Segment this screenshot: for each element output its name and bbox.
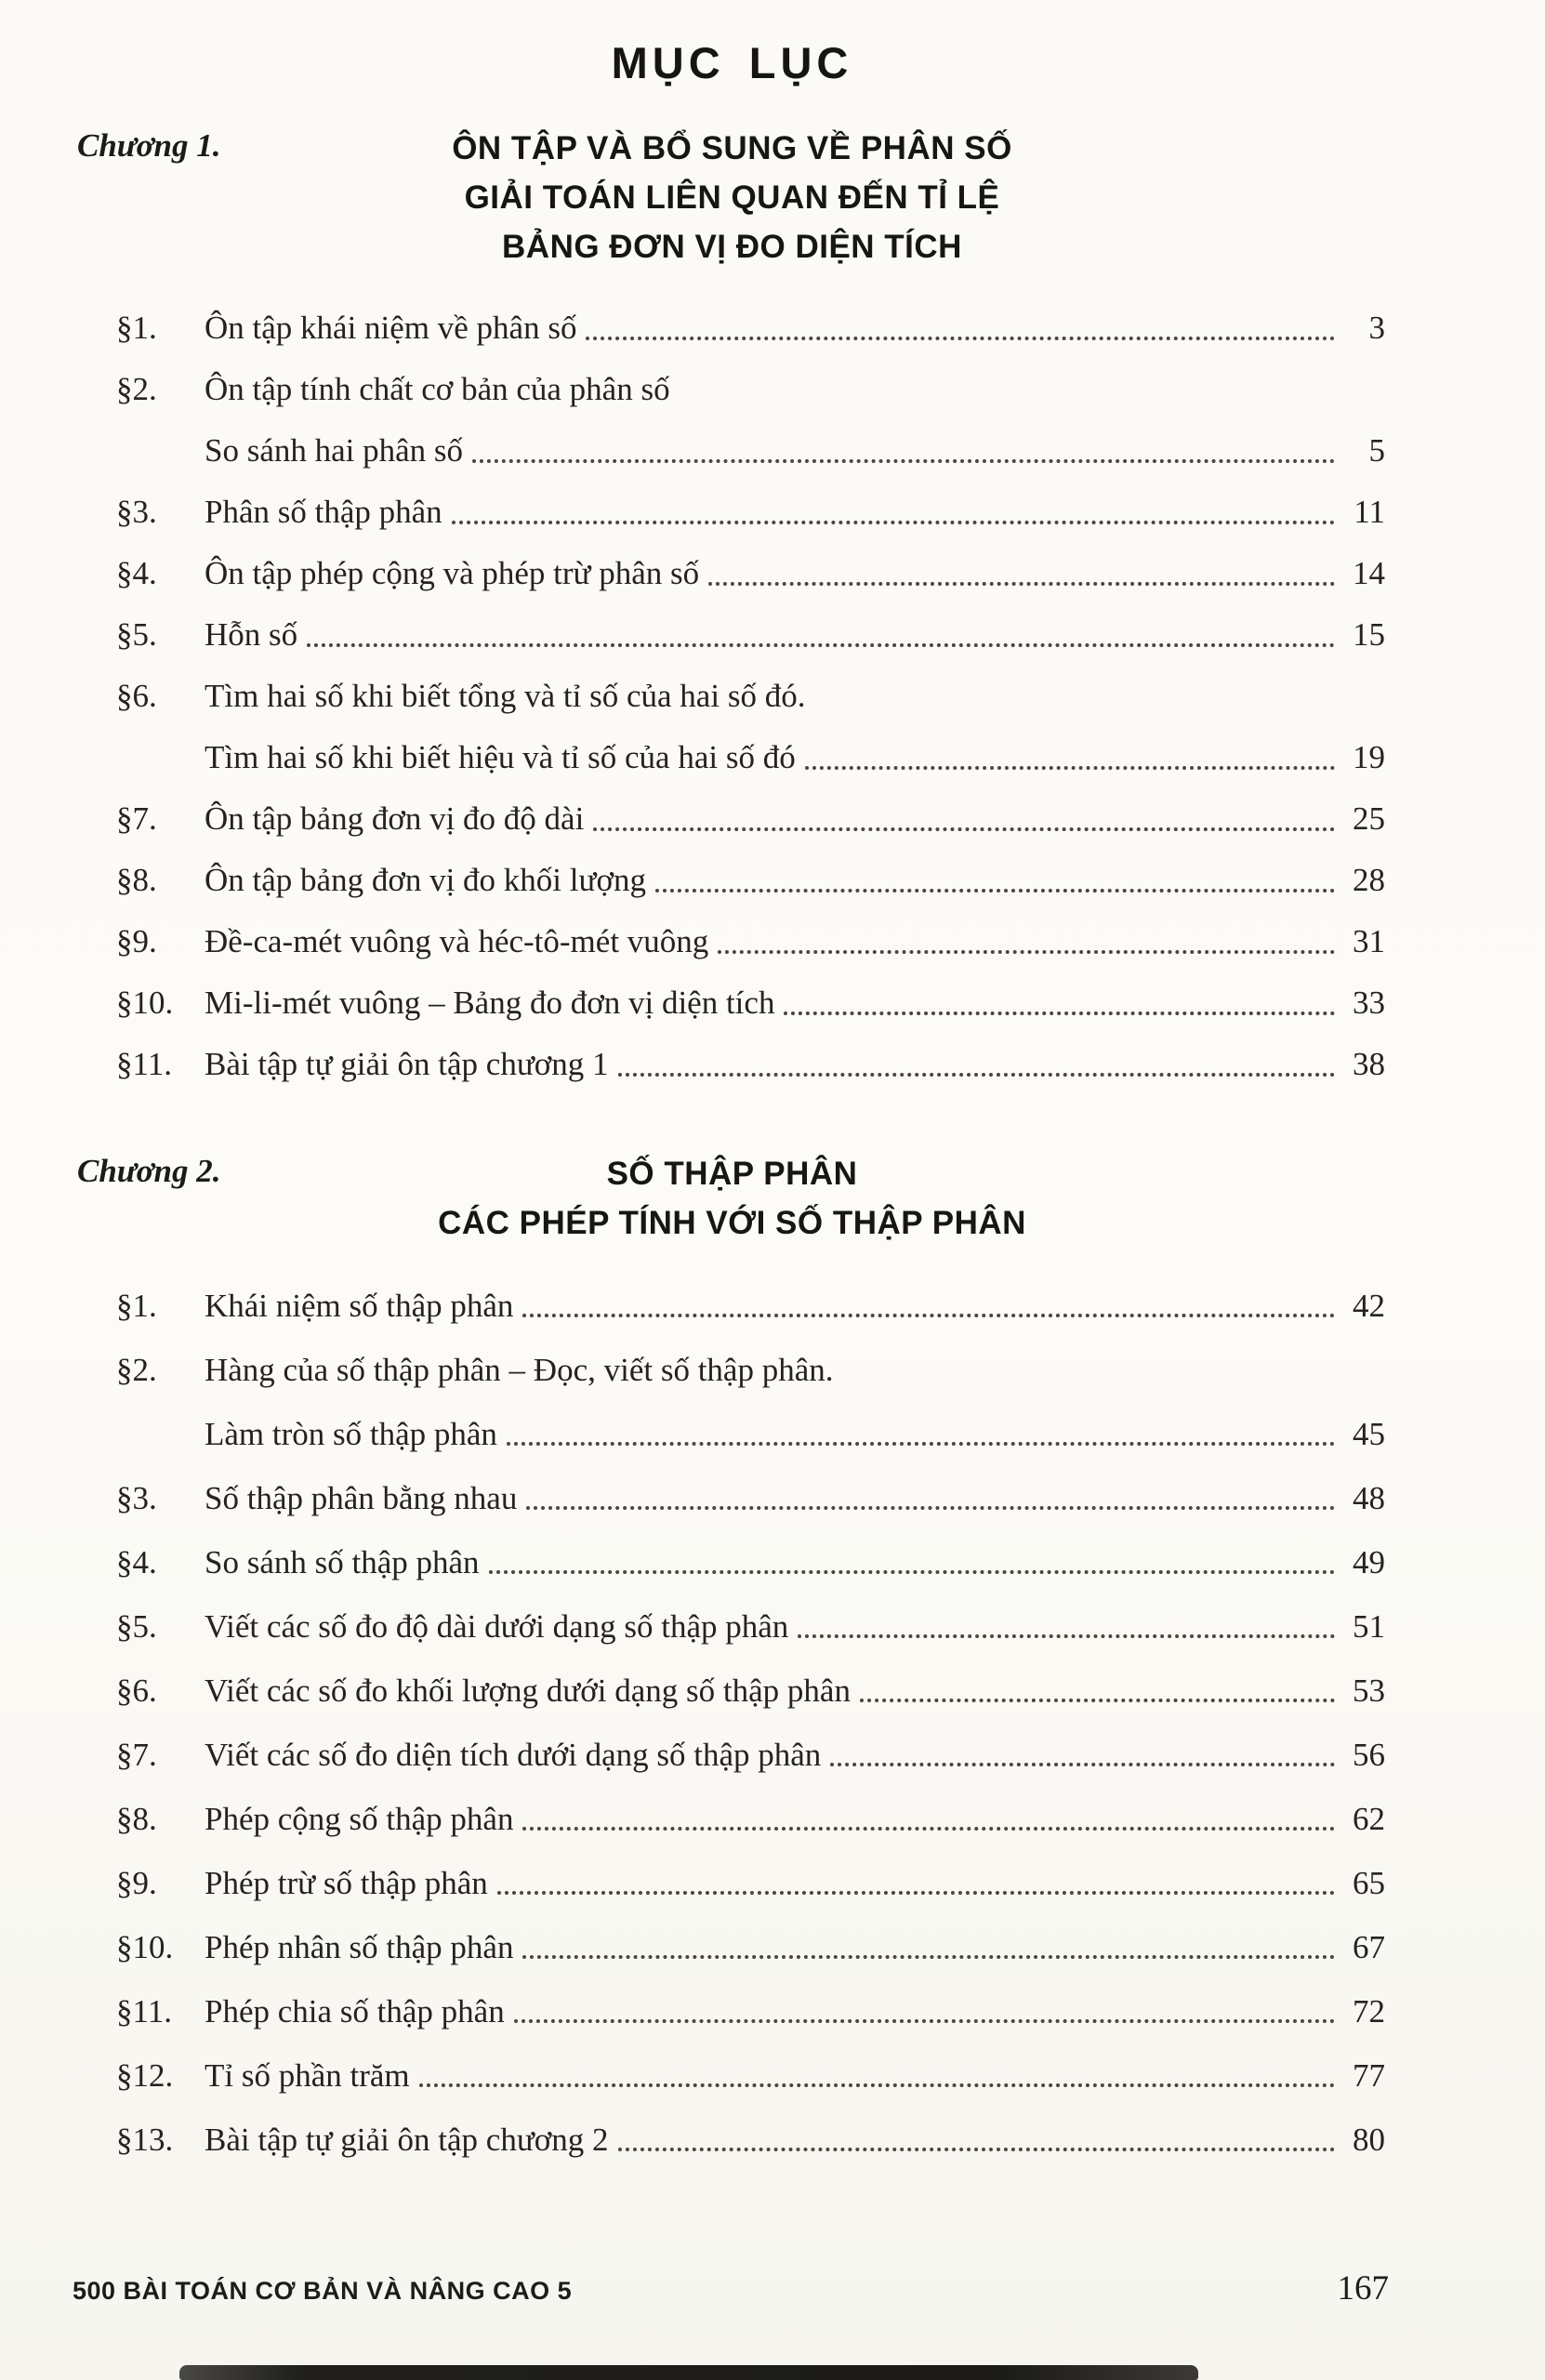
toc-entry-number: §5.	[116, 1608, 157, 1645]
toc-entry-text: Bài tập tự giải ôn tập chương 1	[205, 1046, 609, 1082]
chapter-entries	[79, 1274, 1385, 2172]
toc-entry-line	[116, 298, 1385, 359]
toc-entry-text: Mi-li-mét vuông – Bảng đo đơn vị diện tích	[205, 985, 775, 1021]
toc-entry-text: Khái niệm số thập phân	[205, 1288, 514, 1324]
dotted-leader	[593, 827, 1335, 831]
footer-page-number: 167	[1337, 2269, 1389, 2307]
toc-entry-line	[116, 666, 1385, 727]
toc-entry-number: §6.	[116, 1673, 157, 1709]
toc-entry-text: So sánh hai phân số	[205, 432, 464, 469]
chapter-section	[79, 1149, 1385, 2172]
toc-entry-number: §4.	[116, 555, 157, 591]
toc-entry-line	[116, 1530, 1385, 1594]
toc-entry-number: §1.	[116, 310, 157, 346]
toc-entry-number: §11.	[116, 1993, 172, 2030]
chapter-entries	[79, 298, 1385, 1095]
toc-entry-text: Phép chia số thập phân	[205, 1993, 505, 2030]
toc-entry-text: So sánh số thập phân	[205, 1544, 480, 1580]
chapter-title-line: CÁC PHÉP TÍNH VỚI SỐ THẬP PHÂN	[438, 1205, 1026, 1241]
toc-entry-number: §2.	[116, 371, 157, 407]
toc-entry-text: Đề-ca-mét vuông và héc-tô-mét vuông	[205, 923, 709, 959]
toc-entry-line	[116, 1466, 1385, 1530]
toc-entry-text: Viết các số đo diện tích dưới dạng số thập phân	[205, 1737, 822, 1773]
toc-entry-line	[116, 911, 1385, 972]
toc-entry-page: 38	[1353, 1046, 1385, 1082]
dotted-leader	[522, 1314, 1335, 1317]
toc-entry-line	[116, 1787, 1385, 1851]
dotted-leader	[586, 337, 1335, 340]
toc-entry-number: §10.	[116, 1929, 174, 1965]
toc-entry-page: 15	[1353, 616, 1385, 653]
chapter-title	[79, 1149, 1385, 1248]
dotted-leader	[784, 1012, 1335, 1015]
toc-entry-line	[116, 1915, 1385, 1979]
toc-entry-page: 28	[1353, 862, 1385, 898]
dotted-leader	[830, 1763, 1335, 1766]
chapter-section	[79, 124, 1385, 1095]
toc-entry-page: 31	[1353, 923, 1385, 959]
toc-entry-line	[116, 972, 1385, 1034]
chapter-head	[79, 124, 1385, 271]
chapter-title-line: BẢNG ĐƠN VỊ ĐO DIỆN TÍCH	[502, 229, 962, 265]
chapter-title-line: SỐ THẬP PHÂN	[606, 1156, 858, 1192]
dotted-leader	[307, 643, 1335, 647]
page-title: MỤC LỤC	[611, 38, 853, 87]
dotted-leader	[472, 459, 1335, 463]
dotted-leader	[708, 582, 1335, 586]
toc-entry-number: §5.	[116, 616, 157, 653]
toc-entry-number: §8.	[116, 862, 157, 898]
chapter-head	[79, 1149, 1385, 1248]
toc-entry-number: §11.	[116, 1046, 172, 1082]
toc-entry-line	[116, 543, 1385, 604]
chapter-label: Chương 1.	[77, 127, 221, 164]
toc-entry-text: Ôn tập bảng đơn vị đo độ dài	[205, 800, 585, 837]
toc-entry-page: 49	[1353, 1544, 1385, 1580]
toc-entry-line	[116, 788, 1385, 850]
toc-entry-page: 14	[1353, 555, 1385, 591]
toc-entry-page: 3	[1368, 310, 1385, 346]
toc-entry-page: 56	[1353, 1737, 1385, 1773]
dotted-leader	[718, 950, 1335, 954]
toc-entry-text: Phép cộng số thập phân	[205, 1801, 514, 1837]
toc-entry-text: Hàng của số thập phân – Đọc, viết số thập phân.	[205, 1352, 834, 1388]
toc-entry-number: §7.	[116, 800, 157, 837]
dotted-leader	[805, 766, 1335, 770]
toc-entry-page: 19	[1353, 739, 1385, 775]
toc-entry-line	[116, 850, 1385, 911]
toc-entry-line	[116, 1851, 1385, 1915]
dotted-leader	[522, 1827, 1335, 1831]
toc-entry-page: 51	[1353, 1608, 1385, 1645]
toc-entry-line	[116, 420, 1385, 482]
toc-entry-line	[116, 1659, 1385, 1723]
toc-entry-line	[116, 2043, 1385, 2108]
toc-entry-text: Ôn tập khái niệm về phân số	[205, 310, 577, 346]
toc-entry-page: 62	[1353, 1801, 1385, 1837]
toc-entry-page: 33	[1353, 985, 1385, 1021]
toc-entry-text: Ôn tập phép cộng và phép trừ phân số	[205, 555, 700, 591]
dotted-leader	[618, 1073, 1335, 1077]
toc-entry-line	[116, 1594, 1385, 1659]
toc-entry-text: Viết các số đo độ dài dưới dạng số thập phân	[205, 1608, 789, 1645]
toc-entry-text: Tìm hai số khi biết hiệu và tỉ số của hai số đó	[205, 739, 796, 775]
dotted-leader	[860, 1699, 1335, 1702]
toc-entry-text: Phép nhân số thập phân	[205, 1929, 514, 1965]
toc-entry-text: Ôn tập tính chất cơ bản của phân số	[205, 371, 670, 407]
toc-entry-number: §1.	[116, 1288, 157, 1324]
toc-entry-number: §6.	[116, 678, 157, 714]
chapter-title-line: GIẢI TOÁN LIÊN QUAN ĐẾN TỈ LỆ	[464, 179, 1000, 216]
dotted-leader	[618, 2148, 1335, 2151]
dotted-leader	[452, 521, 1335, 524]
toc-entry-number: §3.	[116, 1480, 157, 1516]
toc-entry-text: Phân số thập phân	[205, 494, 442, 530]
toc-entry-page: 48	[1353, 1480, 1385, 1516]
toc-entry-number: §8.	[116, 1801, 157, 1837]
dotted-leader	[507, 1442, 1335, 1446]
toc-entry-text: Làm tròn số thập phân	[205, 1416, 497, 1452]
dotted-leader	[497, 1891, 1335, 1895]
toc-entry-page: 25	[1353, 800, 1385, 837]
toc-entry-page: 80	[1353, 2122, 1385, 2158]
toc-entry-text: Phép trừ số thập phân	[205, 1865, 488, 1901]
dotted-leader	[655, 889, 1335, 892]
toc-entry-page: 5	[1368, 432, 1385, 469]
toc-entry-line	[116, 1979, 1385, 2043]
toc-entry-page: 77	[1353, 2057, 1385, 2094]
toc-entry-line	[116, 482, 1385, 543]
toc-entry-text: Tỉ số phần trăm	[205, 2057, 410, 2094]
toc-entry-page: 45	[1353, 1416, 1385, 1452]
dotted-leader	[526, 1506, 1335, 1510]
dotted-leader	[798, 1634, 1335, 1638]
toc-entry-line	[116, 1723, 1385, 1787]
toc-entry-number: §7.	[116, 1737, 157, 1773]
toc-entry-text: Tìm hai số khi biết tổng và tỉ số của hai số đó.	[205, 678, 806, 714]
toc-entry-number: §13.	[116, 2122, 174, 2158]
toc-entry-line	[116, 2108, 1385, 2172]
toc-entry-number: §4.	[116, 1544, 157, 1580]
toc-entry-text: Ôn tập bảng đơn vị đo khối lượng	[205, 862, 646, 898]
toc-entry-number: §2.	[116, 1352, 157, 1388]
toc-entry-number: §9.	[116, 1865, 157, 1901]
toc-entry-page: 42	[1353, 1288, 1385, 1324]
scan-edge-bar	[179, 2365, 1198, 2380]
toc-entry-number: §10.	[116, 985, 174, 1021]
page-footer	[73, 2268, 1389, 2308]
toc-entry-text: Hỗn số	[205, 616, 298, 653]
chapter-title-line: ÔN TẬP VÀ BỔ SUNG VỀ PHÂN SỐ	[452, 130, 1012, 166]
footer-book-title: 500 BÀI TOÁN CƠ BẢN VÀ NÂNG CAO 5	[73, 2277, 573, 2305]
dotted-leader	[419, 2083, 1335, 2087]
toc-entry-page: 11	[1354, 494, 1385, 530]
toc-chapters	[79, 124, 1385, 2172]
toc-entry-number: §3.	[116, 494, 157, 530]
dotted-leader	[522, 1955, 1335, 1959]
toc-entry-line	[116, 359, 1385, 420]
toc-entry-page: 67	[1353, 1929, 1385, 1965]
dotted-leader	[489, 1570, 1335, 1574]
toc-entry-page: 72	[1353, 1993, 1385, 2030]
toc-entry-line	[116, 604, 1385, 666]
toc-entry-text: Viết các số đo khối lượng dưới dạng số thập phân	[205, 1673, 851, 1709]
dotted-leader	[514, 2019, 1335, 2023]
toc-entry-line	[116, 1402, 1385, 1466]
toc-entry-line	[116, 1274, 1385, 1338]
toc-entry-page: 53	[1353, 1673, 1385, 1709]
toc-entry-page: 65	[1353, 1865, 1385, 1901]
toc-entry-text: Bài tập tự giải ôn tập chương 2	[205, 2122, 609, 2158]
toc-entry-number: §9.	[116, 923, 157, 959]
toc-entry-line	[116, 727, 1385, 788]
toc-entry-text: Số thập phân bằng nhau	[205, 1480, 518, 1516]
toc-entry-number: §12.	[116, 2057, 174, 2094]
toc-entry-line	[116, 1034, 1385, 1095]
toc-entry-line	[116, 1338, 1385, 1402]
chapter-label: Chương 2.	[77, 1153, 221, 1189]
chapter-title	[79, 124, 1385, 271]
